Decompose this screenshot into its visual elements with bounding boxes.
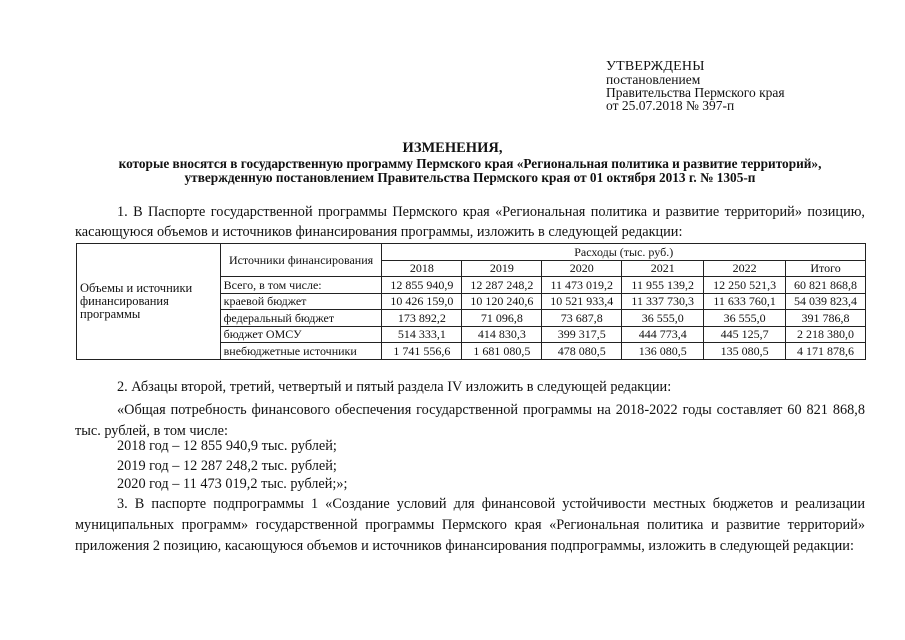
total-cell: 2 218 380,0 [786, 326, 866, 343]
source-cell: Всего, в том числе: [220, 277, 382, 294]
approved-line1: постановлением [606, 72, 701, 87]
value-cell: 478 080,5 [542, 343, 622, 360]
value-cell: 10 120 240,6 [462, 293, 542, 310]
document-subtitle: которые вносятся в государственную программу Пермского края «Региональная политика и развитие территорий», утвержденную постановлением Правительства Пермского края от 01 октября 2013 г. № 1305-п [118, 156, 822, 185]
source-cell: внебюджетные источники [220, 343, 382, 360]
year-line-2018: 2018 год – 12 855 940,9 тыс. рублей; [117, 438, 337, 454]
total-cell: 4 171 878,6 [786, 343, 866, 360]
value-cell: 1 741 556,6 [382, 343, 462, 360]
value-cell: 445 125,7 [704, 326, 786, 343]
value-cell: 10 426 159,0 [382, 293, 462, 310]
value-cell: 173 892,2 [382, 310, 462, 327]
expenses-header: Расходы (тыс. руб.) [382, 244, 866, 261]
value-cell: 10 521 933,4 [542, 293, 622, 310]
source-cell: федеральный бюджет [220, 310, 382, 327]
value-cell: 414 830,3 [462, 326, 542, 343]
document-title: ИЗМЕНЕНИЯ, [402, 140, 503, 156]
paragraph-1: 1. В Паспорте государственной программы Пермского края «Региональная политика и развитие территорий» позицию, касающуюся объемов и источников финансирования программы, изложить в следующей редакции: [75, 204, 865, 240]
total-cell: 391 786,8 [786, 310, 866, 327]
year-cell: 2021 [622, 260, 704, 277]
year-cell: 2020 [542, 260, 622, 277]
value-cell: 399 317,5 [542, 326, 622, 343]
total-cell: 54 039 823,4 [786, 293, 866, 310]
value-cell: 136 080,5 [622, 343, 704, 360]
value-cell: 11 955 139,2 [622, 277, 704, 294]
value-cell: 11 337 730,3 [622, 293, 704, 310]
total-header-cell: Итого [786, 260, 866, 277]
value-cell: 11 633 760,1 [704, 293, 786, 310]
value-cell: 12 855 940,9 [382, 277, 462, 294]
source-cell: бюджет ОМСУ [220, 326, 382, 343]
value-cell: 36 555,0 [622, 310, 704, 327]
year-line-2019: 2019 год – 12 287 248,2 тыс. рублей; [117, 458, 337, 474]
year-cell: 2022 [704, 260, 786, 277]
approved-line2: Правительства Пермского края [606, 85, 785, 100]
table-header-row [77, 244, 866, 261]
value-cell: 12 250 521,3 [704, 277, 786, 294]
value-cell: 514 333,1 [382, 326, 462, 343]
paragraph-2: 2. Абзацы второй, третий, четвертый и пятый раздела IV изложить в следующей редакции: [117, 379, 672, 395]
approval-stamp [606, 60, 896, 112]
value-cell: 11 473 019,2 [542, 277, 622, 294]
year-cell: 2018 [382, 260, 462, 277]
value-cell: 444 773,4 [622, 326, 704, 343]
value-cell: 12 287 248,2 [462, 277, 542, 294]
value-cell: 36 555,0 [704, 310, 786, 327]
year-line-2020: 2020 год – 11 473 019,2 тыс. рублей;»; [117, 476, 348, 492]
value-cell: 73 687,8 [542, 310, 622, 327]
year-cell: 2019 [462, 260, 542, 277]
total-cell: 60 821 868,8 [786, 277, 866, 294]
row-label-cell: Объемы и источники финансирования программы [77, 244, 221, 360]
approved-heading: УТВЕРЖДЕНЫ [606, 59, 705, 74]
financing-table [76, 243, 866, 360]
value-cell: 1 681 080,5 [462, 343, 542, 360]
value-cell: 135 080,5 [704, 343, 786, 360]
value-cell: 71 096,8 [462, 310, 542, 327]
paragraph-3: «Общая потребность финансового обеспечения государственной программы на 2018-2022 годы составляет 60 821 868,8 тыс. рублей, в том числе: [75, 402, 865, 439]
paragraph-4: 3. В паспорте подпрограммы 1 «Создание условий для финансовой устойчивости местных бюджетов и реализации муниципальных программ» государственной программы Пермского края «Региональная политика и развитие территорий» приложения 2 позицию, касающуюся объемов и источников финансирования подпрограммы, изложить в следующей редакции: [75, 496, 865, 554]
sources-header: Источники финансирования [220, 244, 382, 277]
source-cell: краевой бюджет [220, 293, 382, 310]
approved-line3: от 25.07.2018 № 397-п [606, 98, 735, 113]
